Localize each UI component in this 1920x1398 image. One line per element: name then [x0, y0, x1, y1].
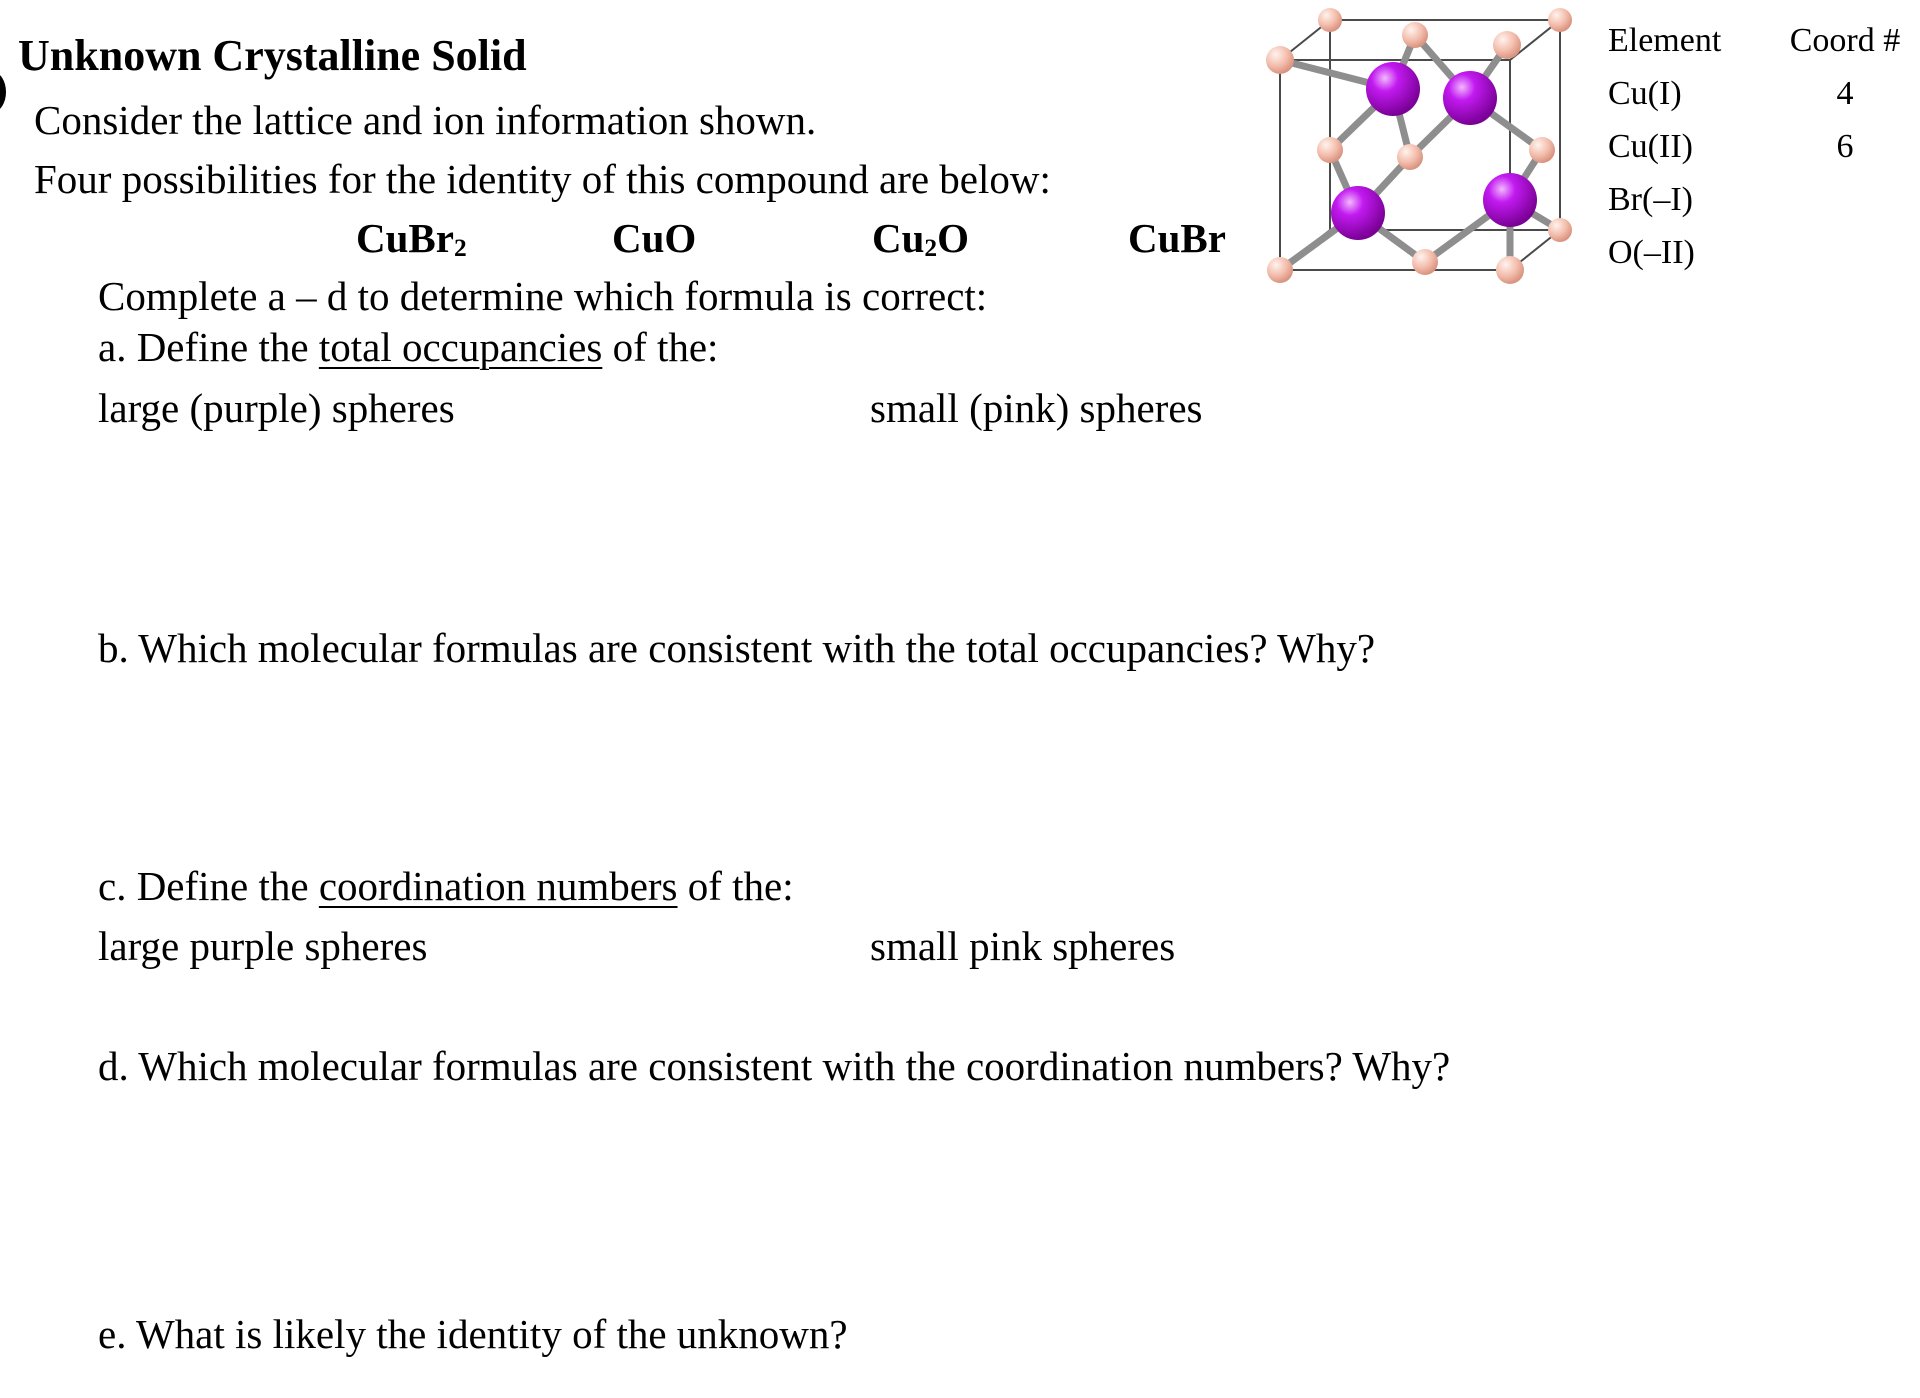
large-purple-spheres [1331, 62, 1537, 240]
intro-line-2: Four possibilities for the identity of this compound are below: [34, 156, 1051, 202]
part-a-small-label: small (pink) spheres [870, 385, 1203, 431]
title-text: Unknown Crystalline Solid [18, 31, 527, 80]
pink-sphere [1412, 249, 1438, 275]
header-element: Element [1608, 21, 1722, 59]
pink-sphere [1493, 31, 1521, 59]
part-c-question: c. Define the coordination numbers of the: [98, 863, 794, 909]
purple-sphere [1443, 71, 1497, 125]
formula-option-1: CuBr$_2$ [356, 215, 467, 262]
element-cell: Cu(II) [1608, 127, 1693, 165]
table-header-row [1608, 14, 1910, 67]
part-a-question: a. Define the total occupancies of the: [98, 324, 719, 370]
pink-sphere [1529, 137, 1555, 163]
pink-sphere [1496, 256, 1524, 284]
crystal-lattice-illustration [1260, 0, 1600, 300]
purple-sphere [1366, 62, 1420, 116]
table-row [1608, 173, 1910, 226]
pink-sphere [1397, 144, 1423, 170]
coord-cell: 6 [1836, 127, 1854, 165]
element-cell: Br(–I) [1608, 180, 1693, 218]
part-d-question: d. Which molecular formulas are consistent with the coordination numbers? Why? [98, 1043, 1451, 1089]
header-coord: Coord # [1789, 21, 1901, 59]
problem-title [0, 30, 527, 81]
pink-sphere [1548, 218, 1572, 242]
formula-option-4: CuBr [1128, 215, 1226, 261]
table-row [1608, 226, 1910, 279]
purple-sphere [1331, 186, 1385, 240]
part-c-underlined: coordination numbers [318, 863, 678, 909]
intro-line-1: Consider the lattice and ion information shown. [34, 97, 817, 143]
part-b-question: b. Which molecular formulas are consistent with the total occupancies? Why? [98, 625, 1376, 671]
title-bullet [0, 72, 6, 112]
pink-sphere [1267, 257, 1293, 283]
pink-sphere [1317, 137, 1343, 163]
part-c-large-label: large purple spheres [98, 923, 428, 969]
coord-cell [1780, 226, 1910, 279]
part-c-small-label: small pink spheres [870, 923, 1176, 969]
pink-sphere [1318, 8, 1342, 32]
part-a-underlined: total occupancies [318, 324, 603, 370]
pink-sphere [1266, 46, 1294, 74]
coord-cell [1780, 173, 1910, 226]
element-cell: O(–II) [1608, 233, 1695, 271]
instructions: Complete a – d to determine which formula is correct: [98, 273, 988, 319]
formula-option-3: $Cu_2O$ [872, 215, 970, 262]
purple-sphere [1483, 173, 1537, 227]
formula-option-2: CuO [612, 215, 697, 261]
part-a-large-label: large (purple) spheres [98, 385, 455, 431]
pink-sphere [1548, 8, 1572, 32]
part-e-question: e. What is likely the identity of the unknown? [98, 1311, 848, 1357]
ion-coordination-table [1608, 14, 1910, 279]
table-row [1608, 67, 1910, 120]
pink-sphere [1402, 22, 1428, 48]
coord-cell: 4 [1836, 74, 1854, 112]
table-row [1608, 120, 1910, 173]
element-cell: Cu(I) [1608, 74, 1682, 112]
